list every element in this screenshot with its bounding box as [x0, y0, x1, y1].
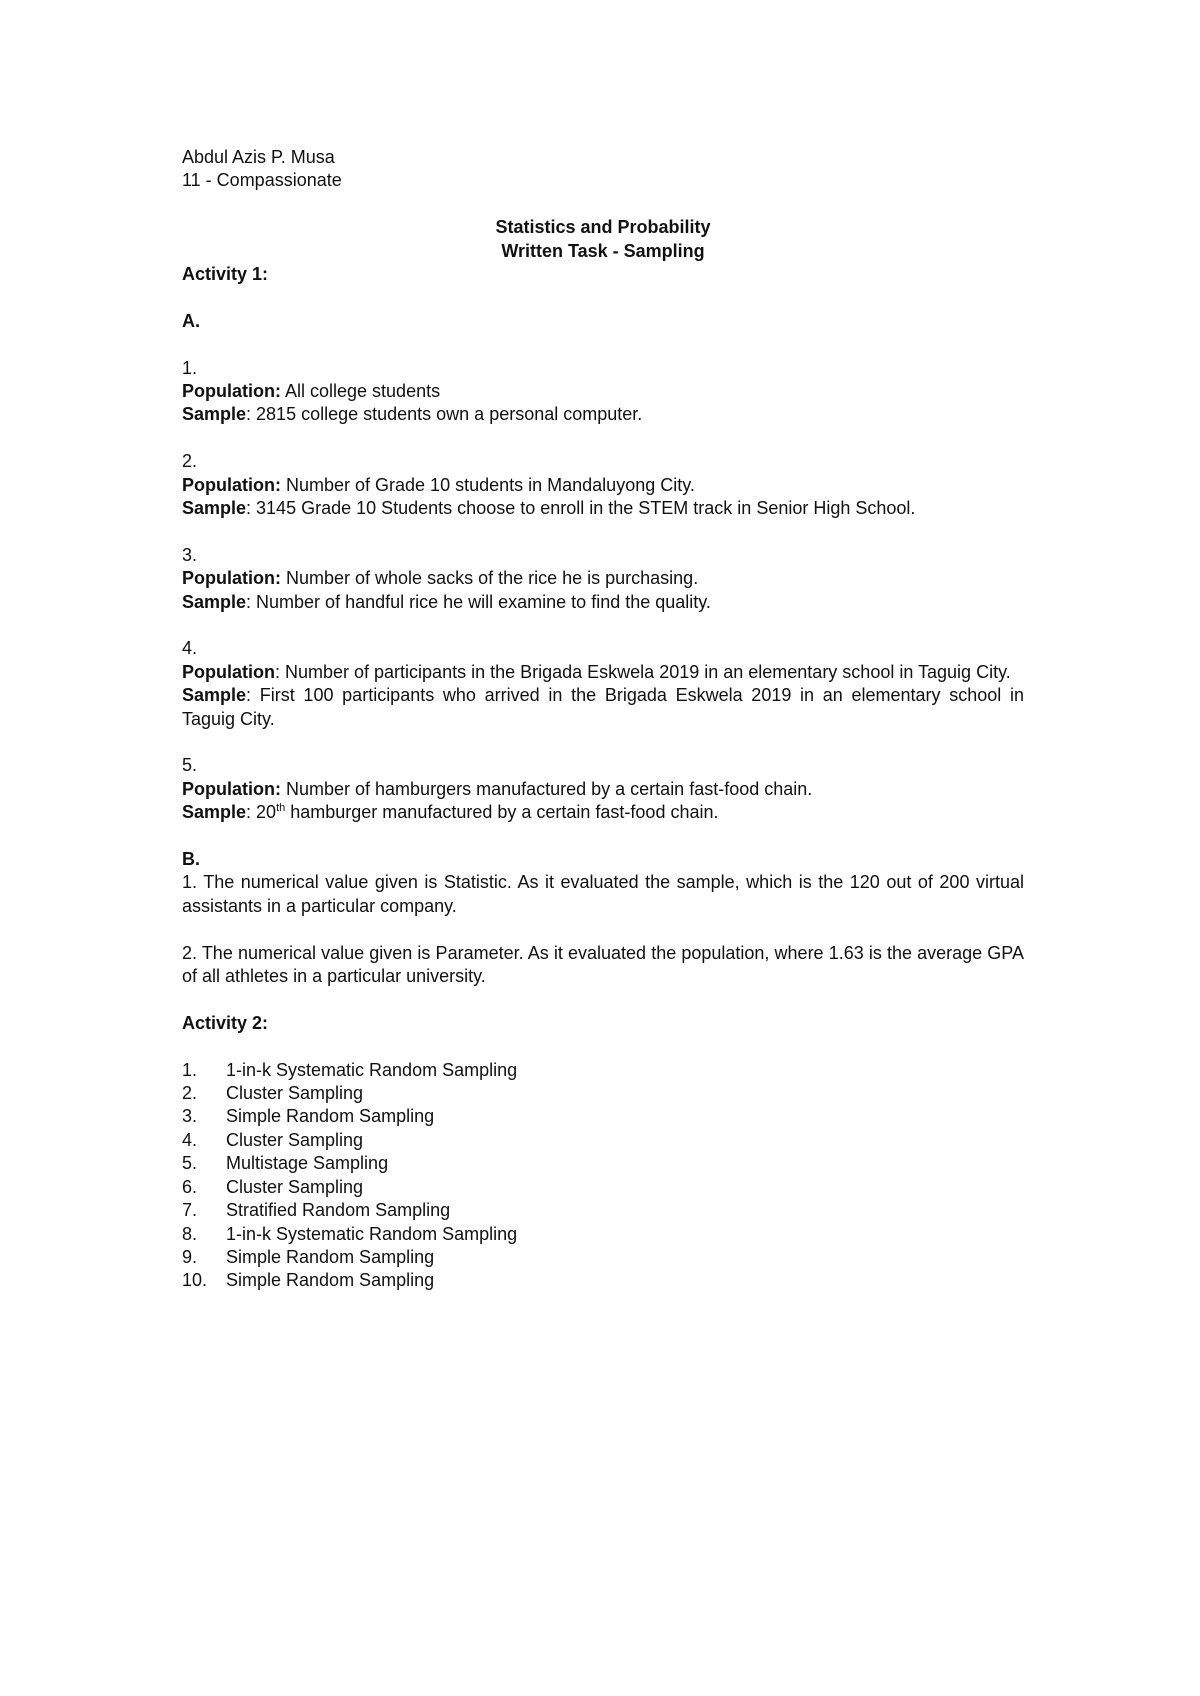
population-label: Population:	[182, 778, 281, 799]
list-number: 6.	[182, 1176, 198, 1197]
population-label: Population:	[182, 474, 281, 495]
list-item	[182, 1176, 1024, 1199]
sample-label: Sample	[182, 802, 247, 823]
partA-item-4	[182, 637, 1024, 731]
list-text: Simple Random Sampling	[226, 1246, 435, 1267]
sample-text: : Number of handful rice he will examine to find the quality.	[246, 591, 711, 612]
student-name: Abdul Azis P. Musa	[182, 147, 335, 167]
student-section: 11 - Compassionate	[182, 170, 342, 191]
document-subtitle: Written Task - Sampling	[501, 240, 705, 261]
sample-label: Sample	[182, 685, 247, 706]
population-line	[182, 474, 1024, 497]
sample-text-suffix: hamburger manufactured by a certain fast-food chain.	[285, 802, 719, 823]
population-label: Population	[182, 661, 275, 682]
list-item	[182, 1082, 1024, 1105]
list-number: 8.	[182, 1223, 198, 1244]
list-item	[182, 1129, 1024, 1152]
list-text: Simple Random Sampling	[226, 1270, 435, 1291]
list-item	[182, 1152, 1024, 1175]
item-number: 4.	[182, 638, 198, 659]
population-line	[182, 661, 1024, 684]
sample-text: : First 100 participants who arrived in the Brigada Eskwela 2019 in an elementary school in Taguig City.	[182, 685, 1024, 729]
sample-label: Sample	[182, 498, 247, 519]
sample-line	[182, 497, 1024, 520]
ordinal-superscript: th	[276, 802, 286, 815]
list-text: Cluster Sampling	[226, 1176, 364, 1197]
activity1-heading: Activity 1:	[182, 264, 269, 285]
list-item	[182, 1199, 1024, 1222]
item-number: 5.	[182, 755, 198, 776]
list-number: 9.	[182, 1246, 198, 1267]
partB-item-2: 2. The numerical value given is Parameter. As it evaluated the population, where 1.63 is the average GPA of all athletes in a particular university.	[182, 942, 1024, 987]
activity2-list	[182, 1059, 1024, 1293]
list-text: 1-in-k Systematic Random Sampling	[226, 1059, 518, 1080]
list-number: 7.	[182, 1200, 198, 1221]
population-line	[182, 778, 1024, 801]
list-text: Stratified Random Sampling	[226, 1200, 451, 1221]
partB-heading: B.	[182, 849, 200, 870]
population-text: All college students	[285, 381, 441, 402]
population-label: Population:	[182, 381, 281, 402]
population-text: Number of Grade 10 students in Mandaluyong City.	[286, 474, 695, 495]
document-content	[182, 146, 1024, 1293]
item-number: 3.	[182, 544, 198, 565]
sample-text: : 3145 Grade 10 Students choose to enroll in the STEM track in Senior High School.	[246, 498, 916, 519]
sample-label: Sample	[182, 404, 247, 425]
list-item	[182, 1246, 1024, 1269]
list-text: Multistage Sampling	[226, 1153, 389, 1174]
population-text: Number of whole sacks of the rice he is purchasing.	[286, 568, 699, 589]
sample-label: Sample	[182, 591, 247, 612]
sample-line	[182, 684, 1024, 731]
partA-item-1	[182, 357, 1024, 427]
item-number: 2.	[182, 451, 198, 472]
sample-line	[182, 403, 1024, 426]
partB-item-1: 1. The numerical value given is Statistic. As it evaluated the sample, which is the 120 out of 200 virtual assistants in a particular company.	[182, 872, 1024, 916]
list-number: 4.	[182, 1129, 198, 1150]
list-number: 5.	[182, 1153, 198, 1174]
partA-heading: A.	[182, 310, 200, 331]
population-text: : Number of participants in the Brigada Eskwela 2019 in an elementary school in Taguig City.	[275, 661, 1011, 682]
sample-line	[182, 801, 1024, 824]
sample-line	[182, 591, 1024, 614]
list-number: 1.	[182, 1059, 198, 1080]
sample-text: : 2815 college students own a personal computer.	[246, 404, 643, 425]
partA-item-2	[182, 450, 1024, 520]
population-line	[182, 380, 1024, 403]
list-text: Cluster Sampling	[226, 1083, 364, 1104]
sample-text-prefix: : 20	[246, 802, 277, 823]
population-line	[182, 567, 1024, 590]
population-label: Population:	[182, 568, 281, 589]
item-number: 1.	[182, 357, 198, 378]
list-number: 10.	[182, 1270, 208, 1291]
partA-item-3	[182, 544, 1024, 614]
list-item	[182, 1269, 1024, 1292]
document-title: Statistics and Probability	[495, 217, 711, 238]
list-item	[182, 1059, 1024, 1082]
population-text: Number of hamburgers manufactured by a certain fast-food chain.	[286, 778, 813, 799]
list-item	[182, 1105, 1024, 1128]
list-item	[182, 1223, 1024, 1246]
list-text: Simple Random Sampling	[226, 1106, 435, 1127]
list-number: 3.	[182, 1106, 198, 1127]
activity2-heading: Activity 2:	[182, 1012, 269, 1033]
partA-item-5	[182, 754, 1024, 824]
list-number: 2.	[182, 1083, 198, 1104]
list-text: Cluster Sampling	[226, 1129, 364, 1150]
list-text: 1-in-k Systematic Random Sampling	[226, 1223, 518, 1244]
